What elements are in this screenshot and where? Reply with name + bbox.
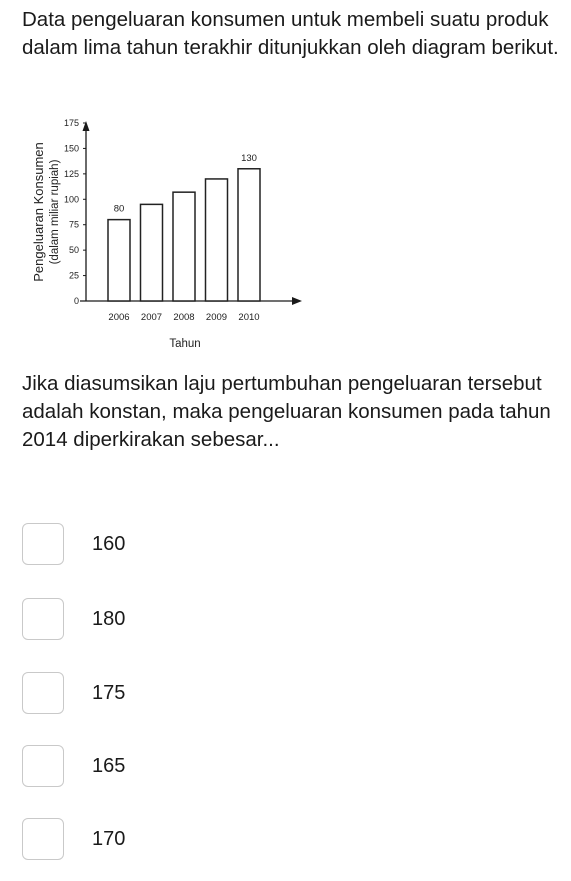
question-intro: Data pengeluaran konsumen untuk membeli suatu produk dalam lima tahun terakhir ditunjukkan oleh diagram berikut. — [22, 8, 559, 59]
option-1[interactable] — [22, 596, 322, 642]
bar-2006 — [108, 220, 130, 301]
x-axis-arrow — [292, 297, 302, 305]
option-0[interactable] — [22, 521, 322, 567]
option-2[interactable] — [22, 670, 322, 716]
bar-2009 — [206, 179, 228, 301]
x-tick-label: 2006 — [108, 312, 130, 323]
x-tick-label: 2010 — [238, 312, 260, 323]
x-tick-label: 2008 — [173, 312, 195, 323]
data-label-2006: 80 — [113, 203, 125, 215]
bar-2010 — [238, 169, 260, 301]
x-axis-label: Tahun — [169, 338, 201, 350]
y-axis-label: Pengeluaran Konsumen — [31, 142, 46, 282]
y-tick-label: 25 — [68, 270, 79, 281]
option-3[interactable] — [22, 743, 322, 789]
y-tick-label: 50 — [68, 245, 79, 256]
option-4[interactable] — [22, 816, 322, 862]
option-checkbox[interactable] — [22, 598, 64, 640]
bar-2007 — [141, 204, 163, 301]
y-axis-sublabel: (dalam miliar rupiah) — [49, 159, 61, 265]
question-prompt: Jika diasumsikan laju pertumbuhan pengeluaran tersebut adalah konstan, maka pengeluaran konsumen pada tahun 2014 diperkirakan sebesar... — [22, 372, 551, 451]
y-tick-label: 175 — [63, 118, 79, 128]
y-tick-label: 75 — [68, 219, 79, 230]
y-tick-label: 125 — [63, 168, 79, 179]
x-tick-label: 2009 — [205, 312, 228, 323]
option-checkbox[interactable] — [22, 523, 64, 565]
bar-2008 — [173, 192, 195, 301]
data-label-2010: 130 — [241, 152, 257, 164]
option-label: 180 — [92, 607, 126, 630]
x-tick-label: 2007 — [140, 312, 163, 323]
y-tick-label: 150 — [63, 143, 79, 154]
y-tick-label: 100 — [63, 194, 79, 205]
y-tick-label: 0 — [73, 296, 79, 306]
option-checkbox[interactable] — [22, 745, 64, 787]
option-label: 165 — [92, 754, 126, 777]
option-checkbox[interactable] — [22, 818, 64, 860]
option-checkbox[interactable] — [22, 672, 64, 714]
option-label: 160 — [92, 532, 126, 555]
option-label: 175 — [92, 681, 126, 704]
option-label: 170 — [92, 827, 126, 850]
bar-chart — [20, 110, 310, 355]
